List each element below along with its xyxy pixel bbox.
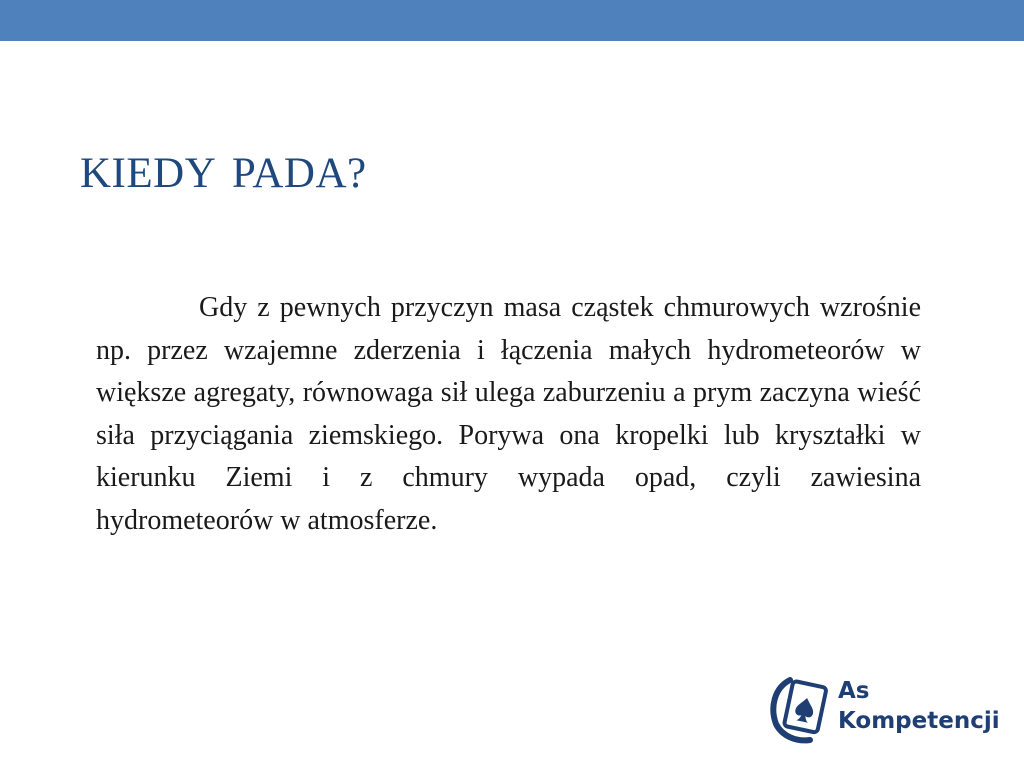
logo-text-kompetencji: Kompetencji bbox=[838, 708, 1000, 734]
slide-title: KIEDY PADA? bbox=[80, 150, 367, 197]
logo-text-as: As bbox=[838, 678, 870, 704]
top-accent-bar bbox=[0, 0, 1024, 41]
card-spade-icon bbox=[770, 674, 832, 744]
as-kompetencji-logo bbox=[770, 674, 1000, 744]
slide-body-text: Gdy z pewnych przyczyn masa cząstek chmurowych wzrośnie np. przez wzajemne zderzenia i łączenia małych hydrometeorów w większe agregaty, równowaga sił ulega zaburzeniu a prym zaczyna wieść siła przyciągania ziemskiego. Porywa ona kropelki lub kryształki w kierunku Ziemi i z chmury wypada opad, czyli zawiesina hydrometeorów w atmosferze. bbox=[96, 292, 921, 536]
